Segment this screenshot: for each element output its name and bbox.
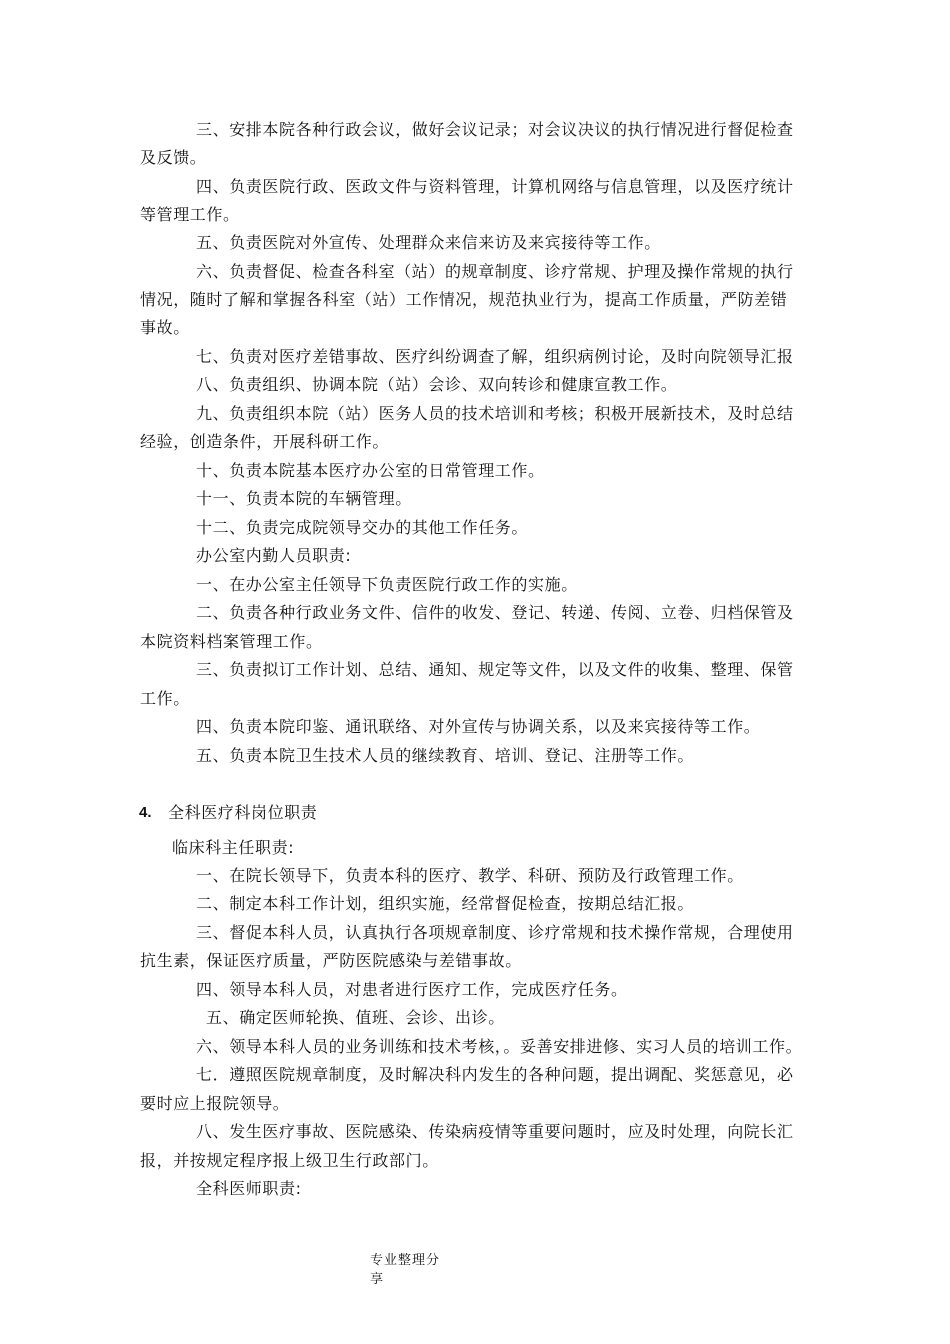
section-number: 4. xyxy=(139,804,152,821)
duty-line: 七、负责对医疗差错事故、医疗纠纷调查了解，组织病例讨论，及时向院领导汇报 xyxy=(196,347,794,366)
duty-line: 七．遵照医院规章制度，及时解决科内发生的各种问题，提出调配、奖惩意见，必 xyxy=(196,1065,794,1084)
duty-line: 二、负责各种行政业务文件、信件的收发、登记、转递、传阅、立卷、归档保管及 xyxy=(196,603,794,622)
duty-line: 四、负责医院行政、医政文件与资料管理，计算机网络与信息管理，以及医疗统计 xyxy=(196,177,794,196)
duty-line: 四、负责本院印鉴、通讯联络、对外宣传与协调关系，以及来宾接待等工作。 xyxy=(196,717,761,736)
duty-line: 五、负责医院对外宣传、处理群众来信来访及来宾接待等工作。 xyxy=(196,233,661,252)
duty-line: 经验，创造条件，开展科研工作。 xyxy=(140,432,390,451)
duty-line: 八、负责组织、协调本院（站）会诊、双向转诊和健康宣教工作。 xyxy=(196,375,678,394)
footer-text-line2: 享 xyxy=(370,1272,385,1287)
duty-line: 三、督促本科人员，认真执行各项规章制度、诊疗常规和技术操作常规，合理使用 xyxy=(196,923,794,942)
duty-line: 要时应上报院领导。 xyxy=(140,1094,290,1113)
duty-line: 三、负责拟订工作计划、总结、通知、规定等文件，以及文件的收集、整理、保管 xyxy=(196,660,794,679)
duty-line: 十、负责本院基本医疗办公室的日常管理工作。 xyxy=(196,461,545,480)
duty-line: 抗生素，保证医疗质量，严防医院感染与差错事故。 xyxy=(140,951,522,970)
duty-line: 一、在院长领导下，负责本科的医疗、教学、科研、预防及行政管理工作。 xyxy=(196,866,744,885)
duty-line: 事故。 xyxy=(140,318,190,337)
duty-line: 等管理工作。 xyxy=(140,205,240,224)
section-subtitle: 办公室内勤人员职责: xyxy=(196,546,352,565)
duty-line: 四、领导本科人员，对患者进行医疗工作，完成医疗任务。 xyxy=(196,980,628,999)
duty-line: 报，并按规定程序报上级卫生行政部门。 xyxy=(140,1151,439,1170)
duty-line: 六、领导本科人员的业务训练和技术考核，。妥善安排进修、实习人员的培训工作。 xyxy=(196,1037,803,1056)
section-subtitle: 全科医师职责: xyxy=(196,1179,302,1198)
duty-line: 本院资料档案管理工作。 xyxy=(140,632,323,651)
duty-line: 五、负责本院卫生技术人员的继续教育、培训、登记、注册等工作。 xyxy=(196,746,695,765)
duty-line: 十一、负责本院的车辆管理。 xyxy=(196,489,412,508)
duty-line: 六、负责督促、检查各科室（站）的规章制度、诊疗常规、护理及操作常规的执行 xyxy=(196,262,794,281)
duty-line: 五、确定医师轮换、值班、会诊、出诊。 xyxy=(206,1008,505,1027)
duty-line: 十二、负责完成院领导交办的其他工作任务。 xyxy=(196,518,529,537)
duty-line: 工作。 xyxy=(140,689,190,708)
duty-line: 三、安排本院各种行政会议，做好会议记录；对会议决议的执行情况进行督促检查 xyxy=(196,120,794,139)
section-title: 全科医疗科岗位职责 xyxy=(168,803,318,822)
footer-text-line1: 专业整理分 xyxy=(370,1253,441,1268)
duty-line: 一、在办公室主任领导下负责医院行政工作的实施。 xyxy=(196,575,578,594)
duty-line: 九、负责组织本院（站）医务人员的技术培训和考核；积极开展新技术，及时总结 xyxy=(196,404,794,423)
section-subtitle: 临床科主任职责: xyxy=(172,838,295,857)
duty-line: 八、发生医疗事故、医院感染、传染病疫情等重要问题时，应及时处理，向院长汇 xyxy=(196,1122,794,1141)
duty-line: 二、制定本科工作计划，组织实施，经常督促检查，按期总结汇报。 xyxy=(196,894,695,913)
duty-line: 情况，随时了解和掌握各科室（站）工作情况，规范执业行为，提高工作质量，严防差错 xyxy=(140,290,788,309)
duty-line: 及反馈。 xyxy=(140,148,207,167)
